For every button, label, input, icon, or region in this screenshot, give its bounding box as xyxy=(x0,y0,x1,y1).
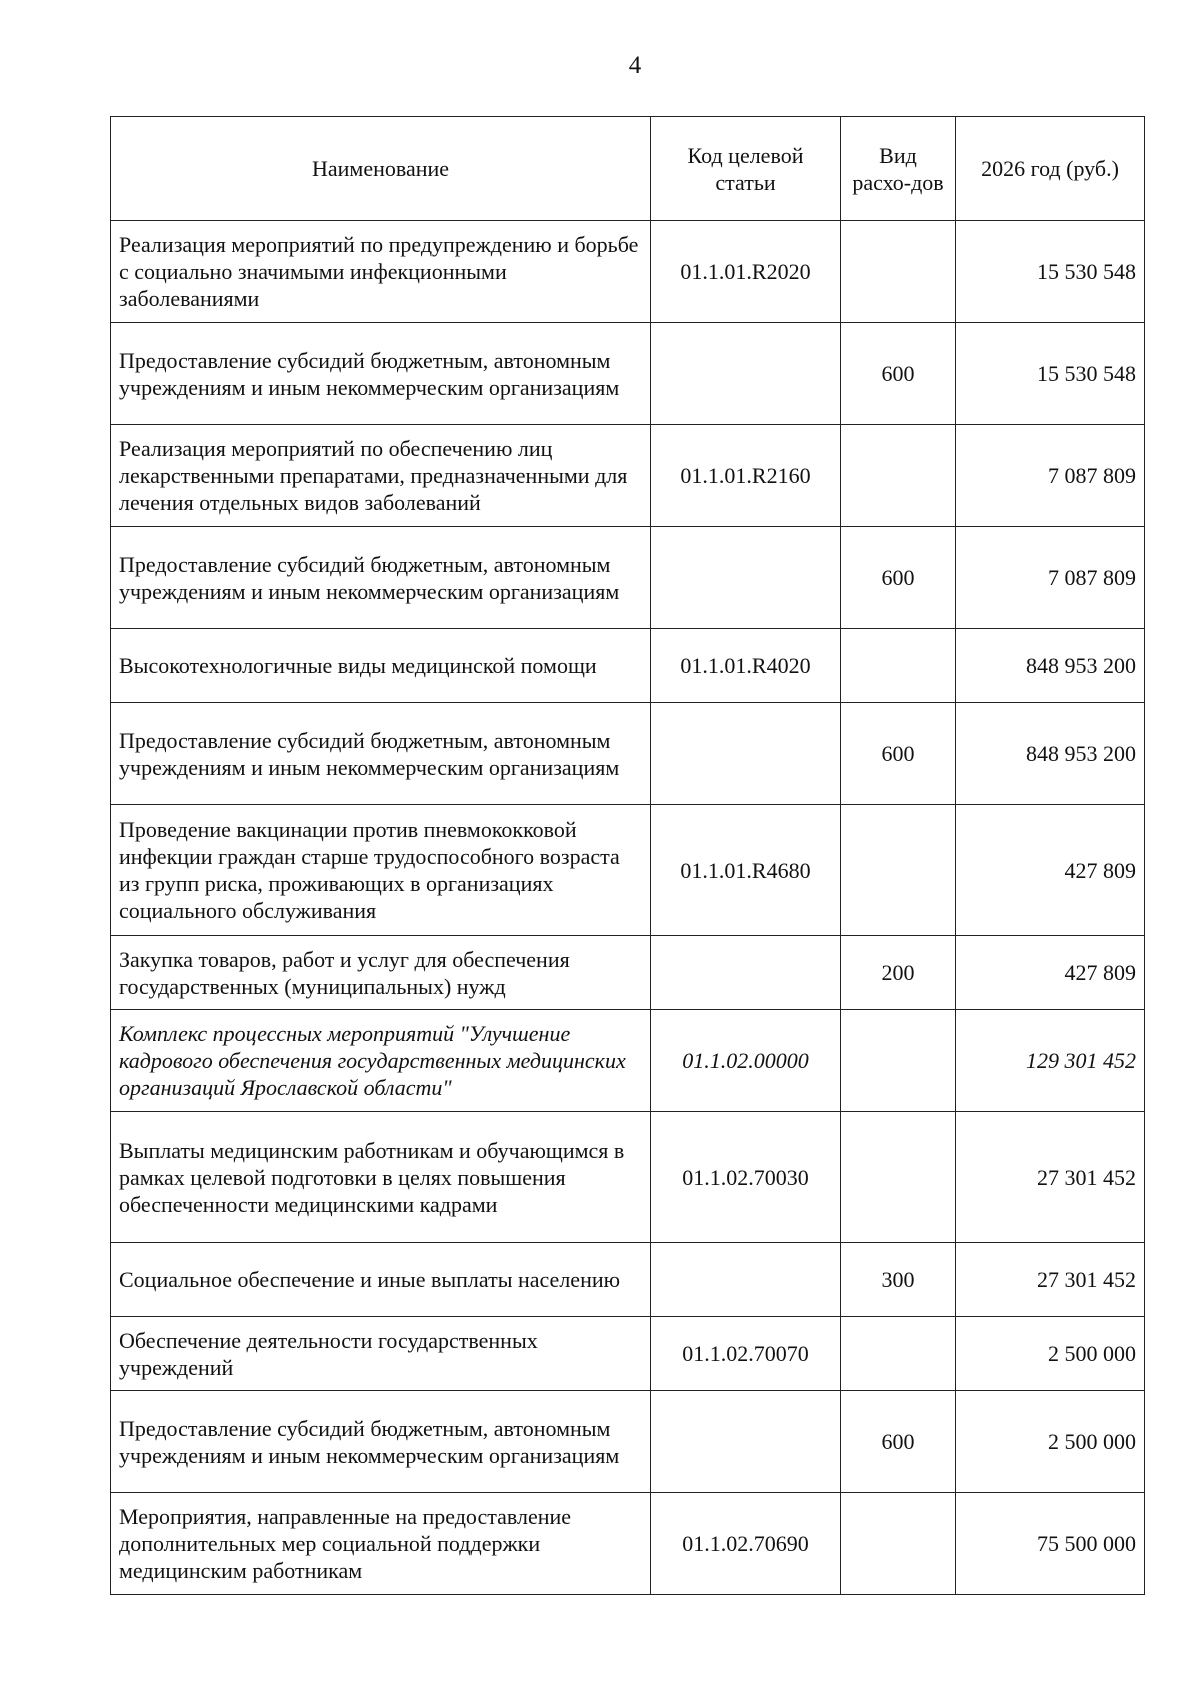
header-type: Вид расхо-дов xyxy=(841,117,956,221)
row-type: 600 xyxy=(841,703,956,805)
table-row xyxy=(111,323,1145,425)
row-name: Реализация мероприятий по предупреждению и борьбе с социально значимыми инфекционными заболеваниями xyxy=(111,221,651,323)
row-type xyxy=(841,1317,956,1391)
row-name: Выплаты медицинским работникам и обучающимся в рамках целевой подготовки в целях повышения обеспеченности медицинскими кадрами xyxy=(111,1112,651,1243)
table-body xyxy=(111,221,1145,1595)
table-header-row xyxy=(111,117,1145,221)
row-sum: 15 530 548 xyxy=(956,221,1145,323)
row-code: 01.1.01.R4680 xyxy=(651,805,841,936)
table-row xyxy=(111,527,1145,629)
row-code: 01.1.01.R4020 xyxy=(651,629,841,703)
table-row xyxy=(111,1317,1145,1391)
row-sum: 848 953 200 xyxy=(956,703,1145,805)
table-row xyxy=(111,1391,1145,1493)
table-row xyxy=(111,1243,1145,1317)
row-code xyxy=(651,936,841,1010)
row-sum: 129 301 452 xyxy=(956,1010,1145,1112)
row-code: 01.1.01.R2020 xyxy=(651,221,841,323)
row-name: Закупка товаров, работ и услуг для обеспечения государственных (муниципальных) нужд xyxy=(111,936,651,1010)
row-sum: 27 301 452 xyxy=(956,1112,1145,1243)
table-row xyxy=(111,1010,1145,1112)
row-code: 01.1.02.70690 xyxy=(651,1493,841,1595)
row-name: Предоставление субсидий бюджетным, автономным учреждениям и иным некоммерческим организациям xyxy=(111,703,651,805)
header-year: 2026 год (руб.) xyxy=(956,117,1145,221)
row-name: Предоставление субсидий бюджетным, автономным учреждениям и иным некоммерческим организациям xyxy=(111,323,651,425)
row-name: Высокотехнологичные виды медицинской помощи xyxy=(111,629,651,703)
row-name: Мероприятия, направленные на предоставление дополнительных мер социальной поддержки медицинским работникам xyxy=(111,1493,651,1595)
row-type xyxy=(841,1010,956,1112)
row-code: 01.1.02.70030 xyxy=(651,1112,841,1243)
table-row xyxy=(111,425,1145,527)
table-row xyxy=(111,936,1145,1010)
row-type xyxy=(841,425,956,527)
row-code xyxy=(651,1243,841,1317)
row-sum: 427 809 xyxy=(956,805,1145,936)
row-code: 01.1.02.00000 xyxy=(651,1010,841,1112)
row-type: 300 xyxy=(841,1243,956,1317)
row-name: Предоставление субсидий бюджетным, автономным учреждениям и иным некоммерческим организациям xyxy=(111,527,651,629)
row-type xyxy=(841,805,956,936)
table-row xyxy=(111,805,1145,936)
header-code: Код целевой статьи xyxy=(651,117,841,221)
table-row xyxy=(111,629,1145,703)
row-name: Социальное обеспечение и иные выплаты населению xyxy=(111,1243,651,1317)
budget-table xyxy=(110,116,1145,1595)
table-row xyxy=(111,221,1145,323)
row-type: 600 xyxy=(841,323,956,425)
row-type: 200 xyxy=(841,936,956,1010)
table-row xyxy=(111,1493,1145,1595)
row-name: Предоставление субсидий бюджетным, автономным учреждениям и иным некоммерческим организациям xyxy=(111,1391,651,1493)
row-name: Комплекс процессных мероприятий "Улучшение кадрового обеспечения государственных медицинских организаций Ярославской области" xyxy=(111,1010,651,1112)
header-name: Наименование xyxy=(111,117,651,221)
row-code xyxy=(651,1391,841,1493)
row-sum: 2 500 000 xyxy=(956,1317,1145,1391)
table-row xyxy=(111,1112,1145,1243)
row-name: Проведение вакцинации против пневмококковой инфекции граждан старше трудоспособного возраста из групп риска, проживающих в организациях социального обслуживания xyxy=(111,805,651,936)
row-sum: 7 087 809 xyxy=(956,425,1145,527)
row-sum: 75 500 000 xyxy=(956,1493,1145,1595)
row-code: 01.1.01.R2160 xyxy=(651,425,841,527)
page-number: 4 xyxy=(628,52,642,79)
row-type xyxy=(841,221,956,323)
row-type: 600 xyxy=(841,1391,956,1493)
row-code: 01.1.02.70070 xyxy=(651,1317,841,1391)
row-sum: 27 301 452 xyxy=(956,1243,1145,1317)
row-type: 600 xyxy=(841,527,956,629)
row-name: Реализация мероприятий по обеспечению лиц лекарственными препаратами, предназначенными для лечения отдельных видов заболеваний xyxy=(111,425,651,527)
row-code xyxy=(651,703,841,805)
row-sum: 848 953 200 xyxy=(956,629,1145,703)
row-type xyxy=(841,1112,956,1243)
table-row xyxy=(111,703,1145,805)
row-sum: 15 530 548 xyxy=(956,323,1145,425)
row-sum: 7 087 809 xyxy=(956,527,1145,629)
row-type xyxy=(841,629,956,703)
row-name: Обеспечение деятельности государственных учреждений xyxy=(111,1317,651,1391)
row-sum: 2 500 000 xyxy=(956,1391,1145,1493)
row-code xyxy=(651,527,841,629)
row-type xyxy=(841,1493,956,1595)
row-sum: 427 809 xyxy=(956,936,1145,1010)
row-code xyxy=(651,323,841,425)
